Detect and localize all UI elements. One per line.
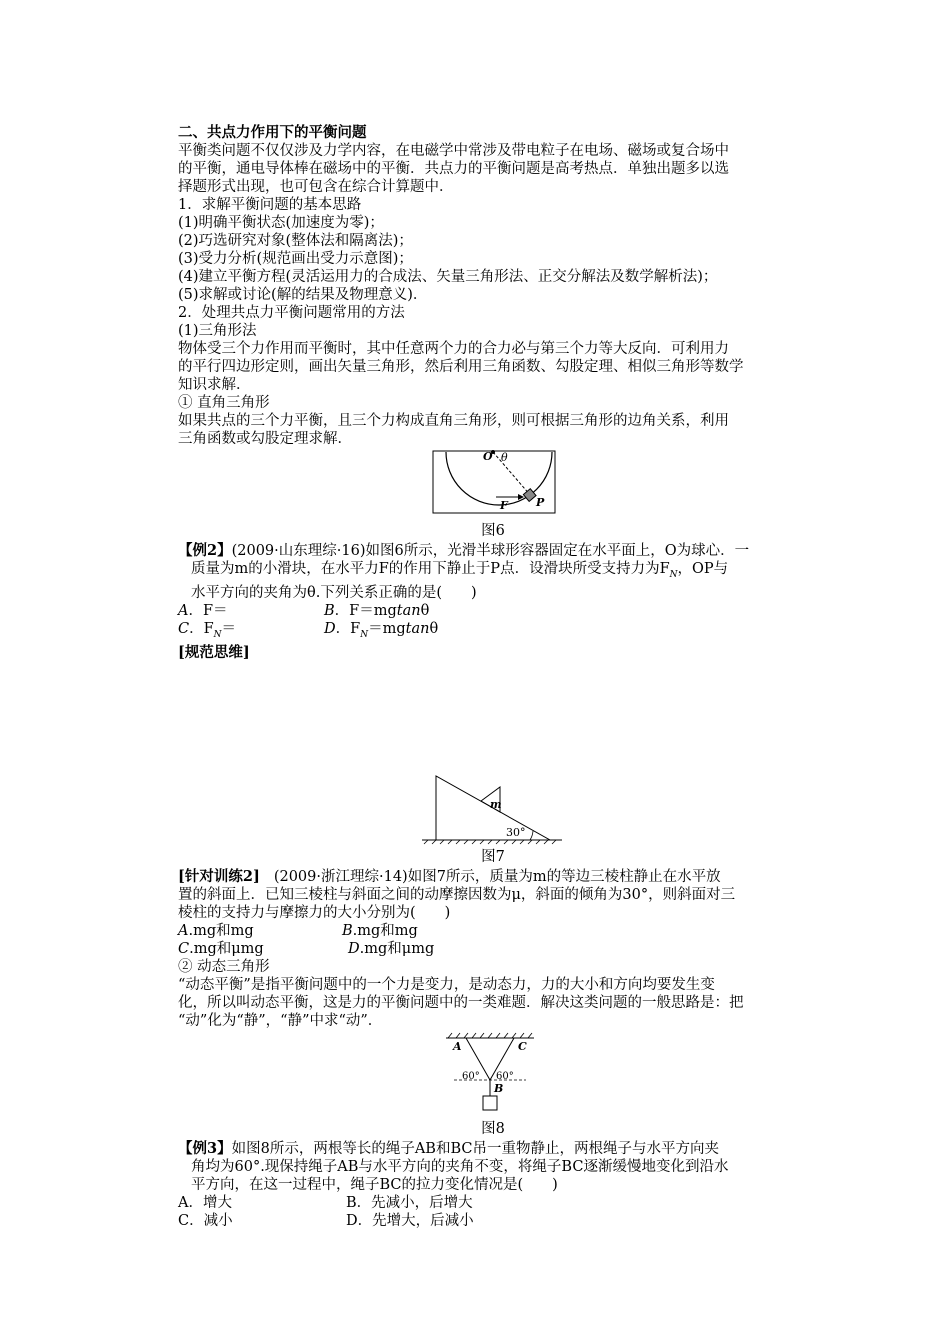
text-line: 平衡类问题不仅仅涉及力学内容，在电磁学中常涉及带电粒子在电场、磁场或复合场中	[178, 143, 729, 159]
text-line: 物体受三个力作用而平衡时，其中任意两个力的合力必与第三个力等大反向．可利用力	[178, 341, 729, 357]
label-a: A	[453, 1039, 462, 1053]
text-line: ，OP与	[677, 561, 729, 577]
text-line: 化，所以叫动态平衡，这是力的平衡问题中的一类难题．解决这类问题的一般思路是：把	[178, 994, 744, 1011]
step-item: (3)受力分析(规范画出受力示意图)；	[178, 251, 413, 267]
text-line: “动”化为“静”，“静”中求“动”．	[178, 1012, 383, 1029]
option-b: B.mg和mg	[342, 922, 418, 939]
option-c: C．减小	[178, 1212, 233, 1229]
option-c: C.mg和μmg	[178, 940, 264, 957]
text-line: 棱柱的支持力与摩擦力的大小分别为( )	[178, 904, 451, 921]
options-row	[178, 1194, 808, 1212]
option-b: B．F＝mgtanθ	[324, 602, 430, 619]
hemisphere-diagram	[178, 448, 808, 520]
text-line: 质量为m的小滑块，在水平力F的作用下静止于P点．设滑块所受支持力为F	[191, 561, 670, 577]
text-line: 水平方向的夹角为θ.下列关系正确的是( )	[191, 584, 477, 601]
right-triangle-title: ① 直角三角形	[178, 395, 270, 411]
label-theta: θ	[501, 451, 508, 464]
text-line: (2009·浙江理综·14)如图7所示，质量为m的等边三棱柱静止在水平放	[273, 868, 721, 885]
label-m: m	[490, 797, 502, 811]
label-o: O	[483, 450, 493, 463]
text-line: 知识求解．	[178, 377, 251, 393]
example-tag: 【例2】	[178, 542, 232, 559]
practice-tag: [针对训练2]	[178, 867, 260, 885]
figure-8	[178, 1030, 808, 1118]
answer-space	[178, 662, 808, 774]
incline-diagram	[178, 774, 808, 846]
example-3	[178, 1140, 808, 1230]
figure-7	[178, 774, 808, 846]
options-row	[178, 922, 808, 940]
option-b: B．先减小，后增大	[346, 1194, 473, 1211]
angle-right: 60°	[496, 1070, 514, 1082]
text-line: “动态平衡”是指平衡问题中的一个力是变力，是动态力，力的大小和方向均要发生变	[178, 976, 715, 993]
options-row	[178, 602, 808, 620]
label-p: P	[536, 496, 545, 509]
figure-8-caption: 图8	[481, 1120, 505, 1137]
option-a: A.mg和mg	[178, 922, 254, 939]
intro-paragraph	[178, 142, 808, 196]
text-line: 角均为60°.现保持绳子AB与水平方向的夹角不变，将绳子BC逐渐缓慢地变化到沿水	[191, 1158, 729, 1175]
option-a: A．F＝	[178, 602, 228, 619]
step-item: (1)明确平衡状态(加速度为零)；	[178, 215, 384, 231]
text-line: 的平行四边形定则，画出矢量三角形，然后利用三角函数、勾股定理、相似三角形等数学	[178, 359, 744, 375]
methods-title: 2．处理共点力平衡问题常用的方法	[178, 305, 405, 321]
figure-6	[178, 448, 808, 520]
text-line: 三角函数或勾股定理求解．	[178, 431, 352, 447]
option-c: C．$F_N=$	[178, 620, 237, 640]
text-line: 的平衡，通电导体棒在磁场中的平衡．共点力的平衡问题是高考热点．单独出题多以选	[178, 161, 729, 177]
text-line: 如图8所示，两根等长的绳子AB和BC吊一重物静止，两根绳子与水平方向夹	[231, 1140, 719, 1157]
figure-7-caption: 图7	[481, 848, 505, 865]
section-title: 二、共点力作用下的平衡问题	[178, 124, 367, 141]
step-item: (4)建立平衡方程(灵活运用力的合成法、矢量三角形法、正交分解法及数学解析法)；	[178, 269, 718, 285]
steps-title: 1．求解平衡问题的基本思路	[178, 197, 362, 213]
example-2	[178, 542, 808, 662]
angle-left: 60°	[462, 1070, 480, 1082]
practice-2	[178, 868, 808, 958]
norm-thinking: [规范思维]	[178, 643, 250, 661]
dynamic-title: ② 动态三角形	[178, 958, 270, 975]
figure-6-caption: 图6	[481, 523, 505, 539]
label-angle-30: 30°	[506, 825, 526, 839]
option-a: A．增大	[178, 1194, 232, 1211]
document-page	[178, 124, 808, 1230]
label-f: F	[500, 499, 508, 512]
options-row	[178, 940, 808, 958]
triangle-title: (1)三角形法	[178, 323, 257, 339]
text-line: 平方向，在这一过程中，绳子BC的拉力变化情况是( )	[191, 1176, 558, 1193]
subscript-n: N	[669, 569, 678, 580]
option-d: D．先增大，后减小	[346, 1212, 474, 1229]
label-c: C	[518, 1039, 527, 1053]
text-line: 择题形式出现，也可包含在综合计算题中．	[178, 179, 454, 195]
text-line: 置的斜面上．已知三棱柱与斜面之间的动摩擦因数为μ，斜面的倾角为30°，则斜面对三	[178, 886, 736, 903]
option-d: D．$F_N=mgtan\theta$	[324, 620, 439, 640]
option-d: D.mg和μmg	[348, 940, 435, 957]
step-item: (5)求解或讨论(解的结果及物理意义)．	[178, 287, 428, 303]
rope-diagram	[178, 1030, 808, 1118]
options-row	[178, 620, 808, 644]
text-line: 如果共点的三个力平衡，且三个力构成直角三角形，则可根据三角形的边角关系，利用	[178, 413, 729, 429]
text-line: (2009·山东理综·16)如图6所示，光滑半球形容器固定在水平面上，O为球心．一	[231, 543, 750, 559]
step-item: (2)巧选研究对象(整体法和隔离法)；	[178, 233, 413, 249]
options-row	[178, 1212, 808, 1230]
label-b: B	[494, 1081, 504, 1095]
example-tag: 【例3】	[178, 1139, 232, 1157]
